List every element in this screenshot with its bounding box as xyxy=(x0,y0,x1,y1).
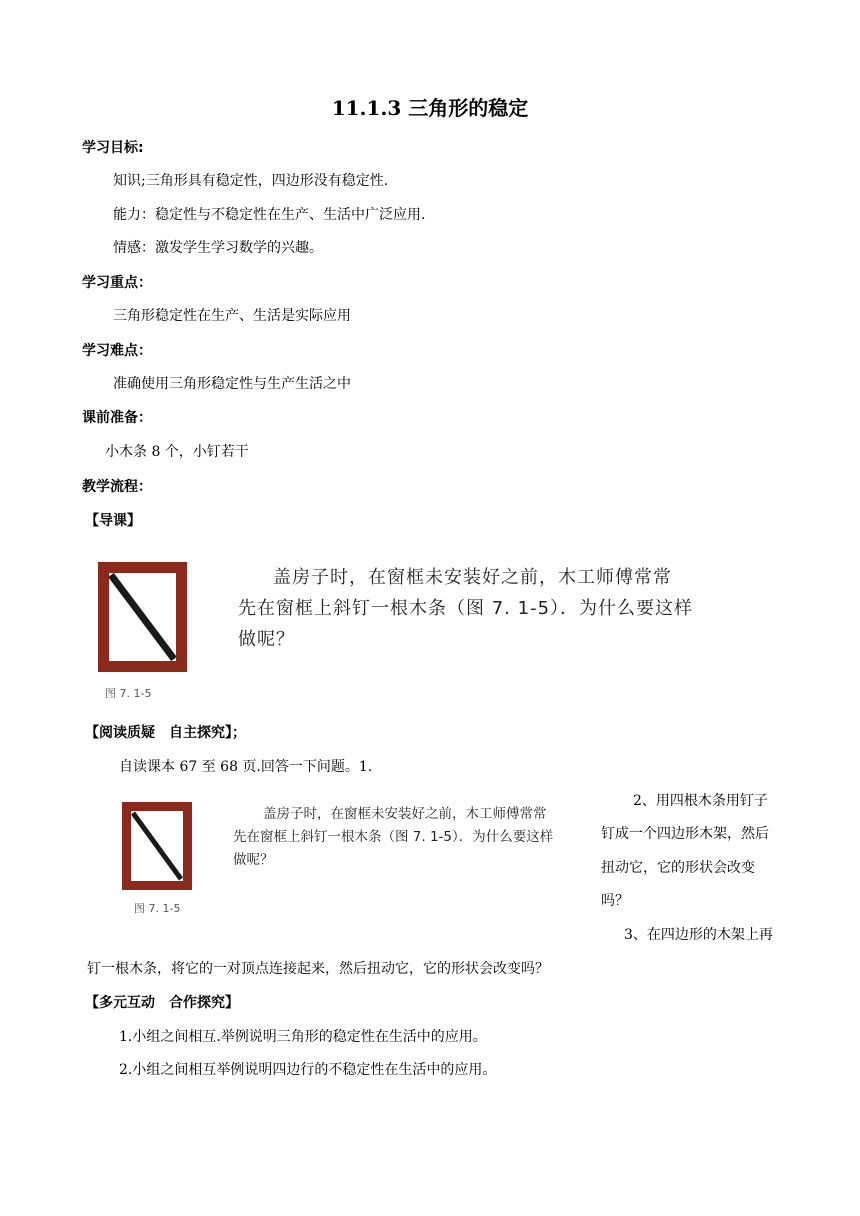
question-2-line-1: 2、用四根木条用钉子 xyxy=(633,793,768,809)
figure-caption: 图 7. 1-5 xyxy=(134,902,181,915)
figure-text-line-2: 先在窗框上斜钉一根木条（图 7. 1-5）．为什么要这样 xyxy=(233,829,554,845)
reading-text: 自读课本 67 至 68 页.回答一下问题。1. xyxy=(119,759,373,775)
interaction-item-2: 2.小组之间相互举例说明四边行的不稳定性在生活中的应用。 xyxy=(119,1062,497,1078)
objectives-heading: 学习目标: xyxy=(82,140,144,156)
objective-emotion: 情感：激发学生学习数学的兴趣。 xyxy=(113,240,323,256)
diagonal-brace xyxy=(122,802,192,890)
question-3-line-1: 3、在四边形的木架上再 xyxy=(624,927,773,943)
question-2-line-3: 扭动它，它的形状会改变 xyxy=(601,860,755,876)
objective-ability: 能力：稳定性与不稳定性在生产、生活中广泛应用. xyxy=(113,207,426,223)
diagonal-brace xyxy=(98,562,187,672)
difficulty-heading: 学习难点： xyxy=(82,343,152,359)
difficulty-text: 准确使用三角形稳定性与生产生活之中 xyxy=(113,376,351,392)
objective-knowledge: 知识;三角形具有稳定性，四边形没有稳定性. xyxy=(113,173,389,189)
flow-heading: 教学流程： xyxy=(82,479,152,495)
figure-text-line-2: 先在窗框上斜钉一根木条（图 7. 1-5）．为什么要这样 xyxy=(238,598,694,619)
key-points-heading: 学习重点： xyxy=(82,275,152,291)
intro-heading: 【导课】 xyxy=(85,513,141,529)
figure-text-line-3: 做呢？ xyxy=(233,852,274,868)
figure-text-line-3: 做呢？ xyxy=(238,629,295,650)
question-2-line-2: 钉成一个四边形木架，然后 xyxy=(601,826,769,842)
interaction-heading: 【多元互动 合作探究】 xyxy=(85,995,239,1011)
question-2-line-4: 吗？ xyxy=(601,893,629,909)
preparation-text: 小木条 8 个，小钉若干 xyxy=(105,444,249,460)
reading-heading: 【阅读质疑 自主探究】； xyxy=(85,725,246,741)
interaction-item-1: 1.小组之间相互.举例说明三角形的稳定性在生活中的应用。 xyxy=(119,1029,487,1045)
page-title: 11.1.3 三角形的稳定 xyxy=(331,96,529,120)
question-3-line-2: 钉一根木条，将它的一对顶点连接起来，然后扭动它，它的形状会改变吗？ xyxy=(87,961,549,977)
figure-text-line-1: 盖房子时，在窗框未安装好之前，木工师傅常常 xyxy=(263,806,547,822)
figure-caption: 图 7. 1-5 xyxy=(105,687,152,700)
key-points-text: 三角形稳定性在生产、生活是实际应用 xyxy=(113,308,351,324)
figure-text-line-1: 盖房子时，在窗框未安装好之前，木工师傅常常 xyxy=(273,567,672,588)
preparation-heading: 课前准备： xyxy=(82,410,152,426)
